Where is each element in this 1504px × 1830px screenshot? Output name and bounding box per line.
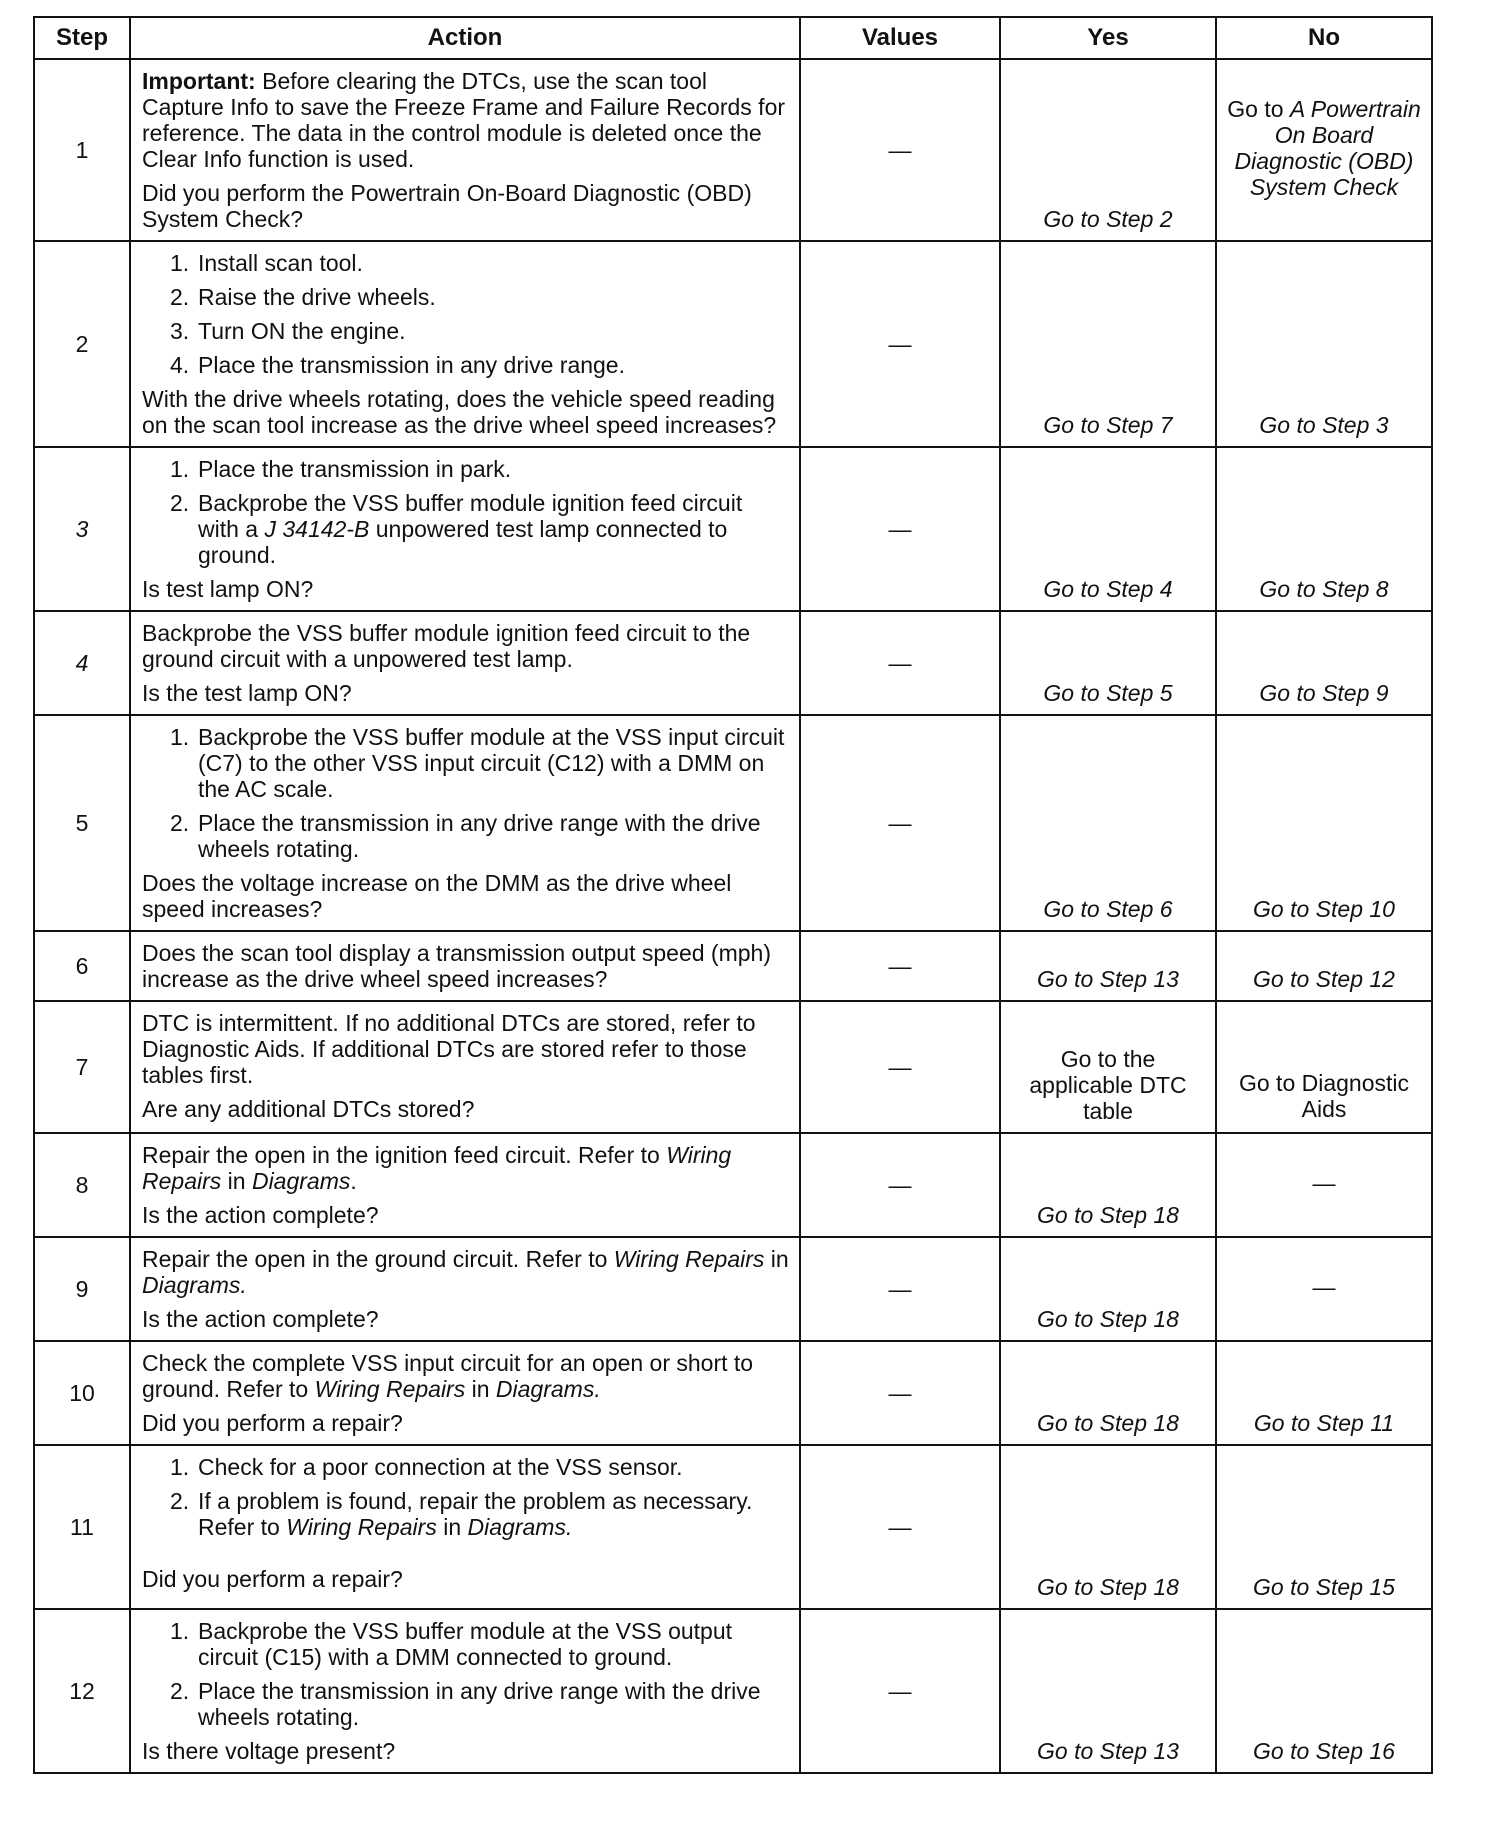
no-cell: Go to Step 11 — [1216, 1341, 1432, 1445]
table-row — [34, 1445, 1432, 1609]
action-steps-list — [142, 456, 789, 568]
no-cell: Go to Diagnostic Aids — [1216, 1001, 1432, 1133]
table-row — [34, 1001, 1432, 1133]
list-item: 4. Place the transmission in any drive range. — [170, 352, 625, 378]
values-cell: — — [800, 1237, 1000, 1341]
action-question: With the drive wheels rotating, does the vehicle speed reading on the scan tool increase as the drive wheel speed increases? — [142, 386, 777, 438]
values-cell: — — [800, 1001, 1000, 1133]
list-item: 1. Install scan tool. — [170, 250, 363, 276]
yes-cell: Go to Step 18 — [1000, 1133, 1216, 1237]
list-item: 2. If a problem is found, repair the problem as necessary. Refer to Wiring Repairs in Diagrams. — [170, 1488, 753, 1540]
table-row — [34, 715, 1432, 931]
values-cell: — — [800, 447, 1000, 611]
yes-cell: Go to Step 6 — [1000, 715, 1216, 931]
action-question: Did you perform a repair? — [142, 1410, 403, 1436]
action-cell — [130, 1341, 800, 1445]
no-cell: Go to Step 10 — [1216, 715, 1432, 931]
header-no: No — [1216, 17, 1432, 59]
list-item: 1. Place the transmission in park. — [170, 456, 512, 482]
important-text: Before clearing the DTCs, use the scan tool Capture Info to save the Freeze Frame and Failure Records for reference. The data in the control module is deleted once the Clear Info function is used. — [142, 68, 786, 172]
step-number: 6 — [34, 931, 130, 1001]
action-cell — [130, 1001, 800, 1133]
list-item: 1. Backprobe the VSS buffer module at the VSS output circuit (C15) with a DMM connected to ground. — [170, 1618, 733, 1670]
table-row — [34, 1133, 1432, 1237]
table-row — [34, 1237, 1432, 1341]
action-intro: Backprobe the VSS buffer module ignition feed circuit to the ground circuit with a unpowered test lamp. — [142, 620, 751, 672]
diagnostic-table-page — [33, 16, 1431, 1774]
values-cell: — — [800, 1445, 1000, 1609]
values-cell: — — [800, 59, 1000, 241]
action-cell — [130, 1445, 800, 1609]
list-item: 2. Place the transmission in any drive range with the drive wheels rotating. — [170, 1678, 761, 1730]
step-number: 1 — [34, 59, 130, 241]
step-number: 12 — [34, 1609, 130, 1773]
action-cell — [130, 715, 800, 931]
list-item: 2. Place the transmission in any drive range with the drive wheels rotating. — [170, 810, 761, 862]
action-intro: Repair the open in the ground circuit. Refer to Wiring Repairs in Diagrams. — [142, 1246, 789, 1298]
action-cell — [130, 1237, 800, 1341]
values-cell: — — [800, 611, 1000, 715]
no-cell: Go to Step 9 — [1216, 611, 1432, 715]
yes-cell: Go to Step 18 — [1000, 1341, 1216, 1445]
action-cell — [130, 1133, 800, 1237]
yes-cell: Go to Step 7 — [1000, 241, 1216, 447]
action-question: Does the scan tool display a transmission output speed (mph) increase as the drive wheel speed increases? — [142, 940, 771, 992]
yes-cell: Go to Step 13 — [1000, 1609, 1216, 1773]
no-cell: Go to Step 15 — [1216, 1445, 1432, 1609]
action-steps-list — [142, 1618, 789, 1730]
yes-cell: Go to Step 2 — [1000, 59, 1216, 241]
yes-cell: Go to Step 4 — [1000, 447, 1216, 611]
table-row — [34, 1341, 1432, 1445]
step-number: 3 — [34, 447, 130, 611]
action-cell — [130, 931, 800, 1001]
table-row — [34, 59, 1432, 241]
action-cell — [130, 1609, 800, 1773]
yes-cell: Go to Step 18 — [1000, 1445, 1216, 1609]
action-question: Is the action complete? — [142, 1306, 379, 1332]
important-label: Important: — [142, 68, 256, 94]
action-question: Is there voltage present? — [142, 1738, 396, 1764]
table-row — [34, 611, 1432, 715]
step-number: 8 — [34, 1133, 130, 1237]
header-yes: Yes — [1000, 17, 1216, 59]
action-intro — [142, 68, 789, 172]
action-question: Is test lamp ON? — [142, 576, 314, 602]
no-cell: Go to Step 16 — [1216, 1609, 1432, 1773]
no-cell: Go to Step 12 — [1216, 931, 1432, 1001]
step-number: 10 — [34, 1341, 130, 1445]
list-item: 2. Backprobe the VSS buffer module ignition feed circuit with a J 34142-B unpowered test lamp connected to ground. — [170, 490, 743, 568]
no-cell — [1216, 59, 1432, 241]
action-cell — [130, 611, 800, 715]
header-row — [34, 17, 1432, 59]
action-steps-list — [142, 1454, 789, 1540]
action-question: Did you perform the Powertrain On-Board Diagnostic (OBD) System Check? — [142, 180, 752, 232]
no-cell: Go to Step 3 — [1216, 241, 1432, 447]
yes-cell: Go to Step 18 — [1000, 1237, 1216, 1341]
values-cell: — — [800, 1609, 1000, 1773]
action-question: Are any additional DTCs stored? — [142, 1096, 475, 1122]
list-item: 3. Turn ON the engine. — [170, 318, 406, 344]
table-row — [34, 447, 1432, 611]
action-cell — [130, 241, 800, 447]
step-number: 11 — [34, 1445, 130, 1609]
action-steps-list — [142, 724, 789, 862]
no-reference: A Powertrain On Board Diagnostic (OBD) System Check — [1234, 96, 1421, 200]
step-number: 4 — [34, 611, 130, 715]
action-steps-list — [142, 250, 789, 378]
action-question: Does the voltage increase on the DMM as the drive wheel speed increases? — [142, 870, 732, 922]
action-cell — [130, 59, 800, 241]
header-action: Action — [130, 17, 800, 59]
list-item: 1. Backprobe the VSS buffer module at the VSS input circuit (C7) to the other VSS input circuit (C12) with a DMM on the AC scale. — [170, 724, 785, 802]
action-question: Did you perform a repair? — [142, 1566, 403, 1592]
list-item: 2. Raise the drive wheels. — [170, 284, 436, 310]
step-number: 7 — [34, 1001, 130, 1133]
no-cell: — — [1216, 1237, 1432, 1341]
values-cell: — — [800, 931, 1000, 1001]
values-cell: — — [800, 1341, 1000, 1445]
step-number: 5 — [34, 715, 130, 931]
action-cell — [130, 447, 800, 611]
header-step: Step — [34, 17, 130, 59]
no-prefix: Go to — [1227, 96, 1290, 122]
no-cell: Go to Step 8 — [1216, 447, 1432, 611]
values-cell: — — [800, 715, 1000, 931]
header-values: Values — [800, 17, 1000, 59]
action-question: Is the action complete? — [142, 1202, 379, 1228]
action-intro: Repair the open in the ignition feed circuit. Refer to Wiring Repairs in Diagrams. — [142, 1142, 732, 1194]
values-cell: — — [800, 241, 1000, 447]
table-row — [34, 241, 1432, 447]
table-row — [34, 931, 1432, 1001]
yes-cell: Go to Step 5 — [1000, 611, 1216, 715]
table-row — [34, 1609, 1432, 1773]
action-intro: DTC is intermittent. If no additional DTCs are stored, refer to Diagnostic Aids. If additional DTCs are stored refer to those tables first. — [142, 1010, 756, 1088]
step-number: 2 — [34, 241, 130, 447]
tool-reference: J 34142-B — [264, 516, 370, 542]
no-cell: — — [1216, 1133, 1432, 1237]
list-item: 1. Check for a poor connection at the VSS sensor. — [170, 1454, 683, 1480]
step-number: 9 — [34, 1237, 130, 1341]
yes-cell: Go to the applicable DTC table — [1000, 1001, 1216, 1133]
values-cell: — — [800, 1133, 1000, 1237]
action-intro: Check the complete VSS input circuit for an open or short to ground. Refer to Wiring Repairs in Diagrams. — [142, 1350, 754, 1402]
action-question: Is the test lamp ON? — [142, 680, 352, 706]
yes-cell: Go to Step 13 — [1000, 931, 1216, 1001]
diagnostic-table — [33, 16, 1433, 1774]
